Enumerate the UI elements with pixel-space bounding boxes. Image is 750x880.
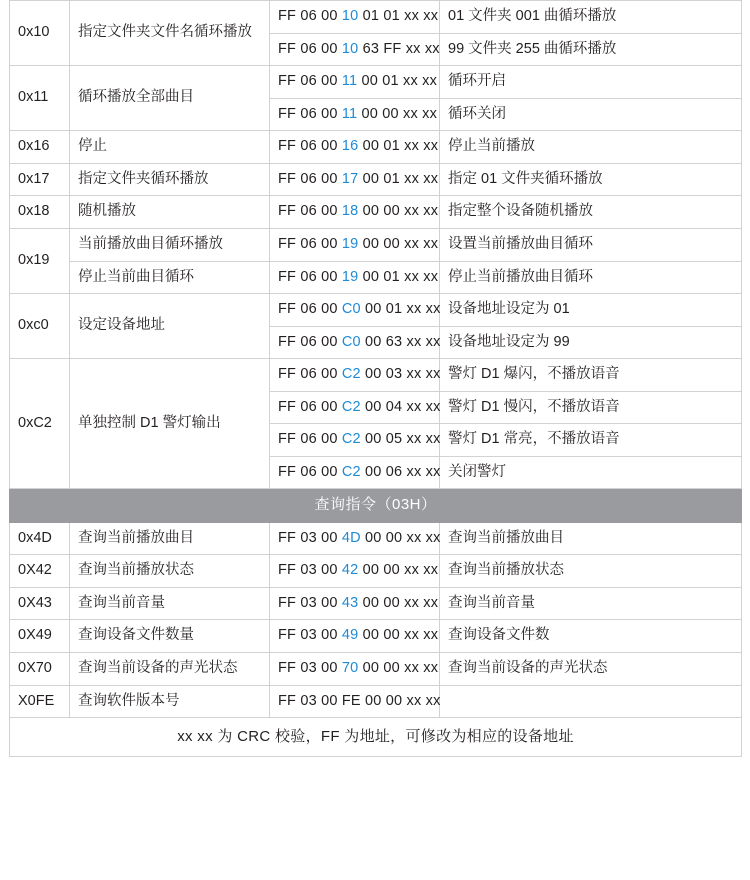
command-description-cell: 单独控制 D1 警灯输出 bbox=[70, 359, 270, 489]
frame-prefix: FF 06 00 bbox=[278, 431, 342, 448]
command-note-cell: 指定 01 文件夹循环播放 bbox=[440, 163, 742, 196]
command-note-cell: 指定整个设备随机播放 bbox=[440, 196, 742, 229]
command-code-cell: X0FE bbox=[10, 685, 70, 718]
command-code-cell: 0X70 bbox=[10, 652, 70, 685]
frame-prefix: FF 03 00 bbox=[278, 562, 342, 579]
command-description-cell: 设定设备地址 bbox=[70, 294, 270, 359]
command-frame-cell bbox=[270, 456, 440, 489]
frame-command-byte: 18 bbox=[341, 203, 359, 220]
command-note-cell: 循环开启 bbox=[440, 66, 742, 99]
frame-suffix: 00 06 xx xx bbox=[360, 463, 441, 480]
command-frame-cell bbox=[270, 587, 440, 620]
frame-prefix: FF 03 00 bbox=[278, 659, 342, 676]
footer-note-text: xx xx 为 CRC 校验，FF 为地址，可修改为相应的设备地址 bbox=[10, 718, 742, 757]
command-note-cell: 设置当前播放曲目循环 bbox=[440, 228, 742, 261]
frame-command-byte: 43 bbox=[341, 594, 359, 611]
frame-suffix: 63 FF xx xx bbox=[358, 40, 440, 57]
command-frame-cell bbox=[270, 294, 440, 327]
frame-prefix: FF 06 00 bbox=[278, 40, 342, 57]
command-frame-cell bbox=[270, 33, 440, 66]
frame-suffix: 00 00 xx xx bbox=[358, 235, 439, 252]
table-row bbox=[10, 131, 742, 164]
frame-suffix: 00 00 xx xx bbox=[358, 659, 439, 676]
command-frame-cell bbox=[270, 1, 440, 34]
command-note-cell: 警灯 D1 慢闪，不播放语音 bbox=[440, 391, 742, 424]
table-row bbox=[10, 587, 742, 620]
command-description-cell: 停止当前曲目循环 bbox=[70, 261, 270, 294]
table-row bbox=[10, 66, 742, 99]
frame-prefix: FF 06 00 bbox=[278, 235, 342, 252]
command-note-cell: 查询当前音量 bbox=[440, 587, 742, 620]
table-row bbox=[10, 261, 742, 294]
frame-suffix: 00 00 xx xx bbox=[357, 105, 438, 122]
command-description-cell: 查询当前设备的声光状态 bbox=[70, 652, 270, 685]
command-description-cell: 查询当前播放曲目 bbox=[70, 522, 270, 555]
frame-suffix: 00 00 xx xx bbox=[358, 562, 439, 579]
table-footer-note bbox=[10, 718, 742, 757]
command-note-cell: 01 文件夹 001 曲循环播放 bbox=[440, 1, 742, 34]
command-code-cell: 0x16 bbox=[10, 131, 70, 164]
table-row bbox=[10, 163, 742, 196]
frame-command-byte: C2 bbox=[341, 398, 361, 415]
command-frame-cell bbox=[270, 685, 440, 718]
frame-prefix: FF 06 00 bbox=[278, 170, 342, 187]
frame-suffix: 00 00 xx xx bbox=[358, 594, 439, 611]
command-code-cell: 0x19 bbox=[10, 228, 70, 293]
command-note-cell: 查询当前播放曲目 bbox=[440, 522, 742, 555]
frame-command-byte: C0 bbox=[341, 333, 361, 350]
command-code-cell: 0X42 bbox=[10, 555, 70, 588]
table-row bbox=[10, 522, 742, 555]
frame-suffix: 00 01 xx xx bbox=[358, 170, 439, 187]
frame-suffix: 00 03 xx xx bbox=[360, 366, 441, 383]
command-description-cell: 查询当前音量 bbox=[70, 587, 270, 620]
frame-command-byte: C2 bbox=[341, 431, 361, 448]
frame-command-byte: C0 bbox=[341, 301, 361, 318]
frame-prefix: FF 06 00 bbox=[278, 301, 342, 318]
command-note-cell: 设备地址设定为 01 bbox=[440, 294, 742, 327]
frame-prefix: FF 06 00 bbox=[278, 463, 342, 480]
frame-prefix: FF 03 00 bbox=[278, 627, 342, 644]
command-note-cell: 警灯 D1 常亮，不播放语音 bbox=[440, 424, 742, 457]
frame-suffix: 00 01 xx xx bbox=[358, 138, 439, 155]
frame-command-byte: C2 bbox=[341, 366, 361, 383]
frame-suffix: 00 63 xx xx bbox=[360, 333, 441, 350]
command-description-cell: 指定文件夹循环播放 bbox=[70, 163, 270, 196]
table-row bbox=[10, 652, 742, 685]
table-row bbox=[10, 555, 742, 588]
command-frame-cell bbox=[270, 391, 440, 424]
command-note-cell: 查询当前播放状态 bbox=[440, 555, 742, 588]
command-code-cell: 0x10 bbox=[10, 1, 70, 66]
frame-command-byte: 42 bbox=[341, 562, 359, 579]
command-table-body bbox=[10, 1, 742, 757]
frame-command-byte: 19 bbox=[341, 235, 359, 252]
section-title: 查询指令（03H） bbox=[10, 489, 742, 522]
command-note-cell: 99 文件夹 255 曲循环播放 bbox=[440, 33, 742, 66]
frame-command-byte: 10 bbox=[341, 40, 359, 57]
frame-command-byte: 19 bbox=[341, 268, 359, 285]
frame-prefix: FF 06 00 bbox=[278, 203, 342, 220]
frame-command-byte: 10 bbox=[341, 8, 359, 24]
command-code-cell: 0x11 bbox=[10, 66, 70, 131]
command-note-cell: 关闭警灯 bbox=[440, 456, 742, 489]
frame-suffix: 00 00 xx xx bbox=[358, 627, 439, 644]
frame-prefix: FF 03 00 FE 00 00 xx xx bbox=[278, 692, 441, 709]
command-note-cell: 停止当前播放 bbox=[440, 131, 742, 164]
command-frame-cell bbox=[270, 66, 440, 99]
command-frame-cell bbox=[270, 163, 440, 196]
table-row bbox=[10, 228, 742, 261]
command-code-cell: 0x18 bbox=[10, 196, 70, 229]
frame-command-byte: 4D bbox=[341, 529, 361, 546]
frame-suffix: 00 01 xx xx bbox=[357, 73, 438, 90]
command-code-cell: 0X49 bbox=[10, 620, 70, 653]
command-frame-cell bbox=[270, 261, 440, 294]
command-note-cell: 设备地址设定为 99 bbox=[440, 326, 742, 359]
command-table bbox=[9, 0, 742, 757]
command-frame-cell bbox=[270, 359, 440, 392]
frame-prefix: FF 06 00 bbox=[278, 8, 342, 24]
frame-suffix: 00 01 xx xx bbox=[360, 301, 441, 318]
command-code-cell: 0xc0 bbox=[10, 294, 70, 359]
command-frame-cell bbox=[270, 196, 440, 229]
frame-command-byte: 70 bbox=[341, 659, 359, 676]
frame-prefix: FF 06 00 bbox=[278, 398, 342, 415]
command-note-cell: 查询当前设备的声光状态 bbox=[440, 652, 742, 685]
command-frame-cell bbox=[270, 228, 440, 261]
command-frame-cell bbox=[270, 652, 440, 685]
frame-command-byte: 49 bbox=[341, 627, 359, 644]
frame-prefix: FF 06 00 bbox=[278, 73, 342, 90]
frame-command-byte: 11 bbox=[341, 73, 358, 90]
table-row bbox=[10, 620, 742, 653]
command-frame-cell bbox=[270, 620, 440, 653]
frame-prefix: FF 03 00 bbox=[278, 594, 342, 611]
frame-command-byte: 11 bbox=[341, 105, 358, 122]
frame-prefix: FF 03 00 bbox=[278, 529, 342, 546]
command-description-cell: 循环播放全部曲目 bbox=[70, 66, 270, 131]
command-code-cell: 0xC2 bbox=[10, 359, 70, 489]
command-description-cell: 查询设备文件数量 bbox=[70, 620, 270, 653]
command-note-cell: 循环关闭 bbox=[440, 98, 742, 131]
command-description-cell: 当前播放曲目循环播放 bbox=[70, 228, 270, 261]
command-code-cell: 0X43 bbox=[10, 587, 70, 620]
frame-suffix: 00 04 xx xx bbox=[360, 398, 441, 415]
table-row bbox=[10, 1, 742, 34]
command-code-cell: 0x4D bbox=[10, 522, 70, 555]
command-note-cell: 查询设备文件数 bbox=[440, 620, 742, 653]
frame-prefix: FF 06 00 bbox=[278, 366, 342, 383]
command-frame-cell bbox=[270, 131, 440, 164]
frame-command-byte: C2 bbox=[341, 463, 361, 480]
frame-prefix: FF 06 00 bbox=[278, 138, 342, 155]
frame-suffix: 00 00 xx xx bbox=[358, 203, 439, 220]
command-description-cell: 查询软件版本号 bbox=[70, 685, 270, 718]
frame-suffix: 01 01 xx xx bbox=[358, 8, 439, 24]
table-row bbox=[10, 685, 742, 718]
frame-prefix: FF 06 00 bbox=[278, 333, 342, 350]
command-frame-cell bbox=[270, 98, 440, 131]
command-frame-cell bbox=[270, 326, 440, 359]
command-description-cell: 指定文件夹文件名循环播放 bbox=[70, 1, 270, 66]
command-frame-cell bbox=[270, 522, 440, 555]
table-row bbox=[10, 359, 742, 392]
table-section-header bbox=[10, 489, 742, 522]
table-row bbox=[10, 294, 742, 327]
command-description-cell: 查询当前播放状态 bbox=[70, 555, 270, 588]
command-code-cell: 0x17 bbox=[10, 163, 70, 196]
frame-command-byte: 17 bbox=[341, 170, 359, 187]
command-description-cell: 随机播放 bbox=[70, 196, 270, 229]
command-description-cell: 停止 bbox=[70, 131, 270, 164]
frame-suffix: 00 00 xx xx bbox=[360, 529, 441, 546]
frame-prefix: FF 06 00 bbox=[278, 268, 342, 285]
table-row bbox=[10, 196, 742, 229]
frame-suffix: 00 01 xx xx bbox=[358, 268, 439, 285]
frame-command-byte: 16 bbox=[341, 138, 359, 155]
frame-suffix: 00 05 xx xx bbox=[360, 431, 441, 448]
frame-prefix: FF 06 00 bbox=[278, 105, 342, 122]
command-note-cell bbox=[440, 685, 742, 718]
command-frame-cell bbox=[270, 555, 440, 588]
command-frame-cell bbox=[270, 424, 440, 457]
command-note-cell: 警灯 D1 爆闪，不播放语音 bbox=[440, 359, 742, 392]
command-note-cell: 停止当前播放曲目循环 bbox=[440, 261, 742, 294]
